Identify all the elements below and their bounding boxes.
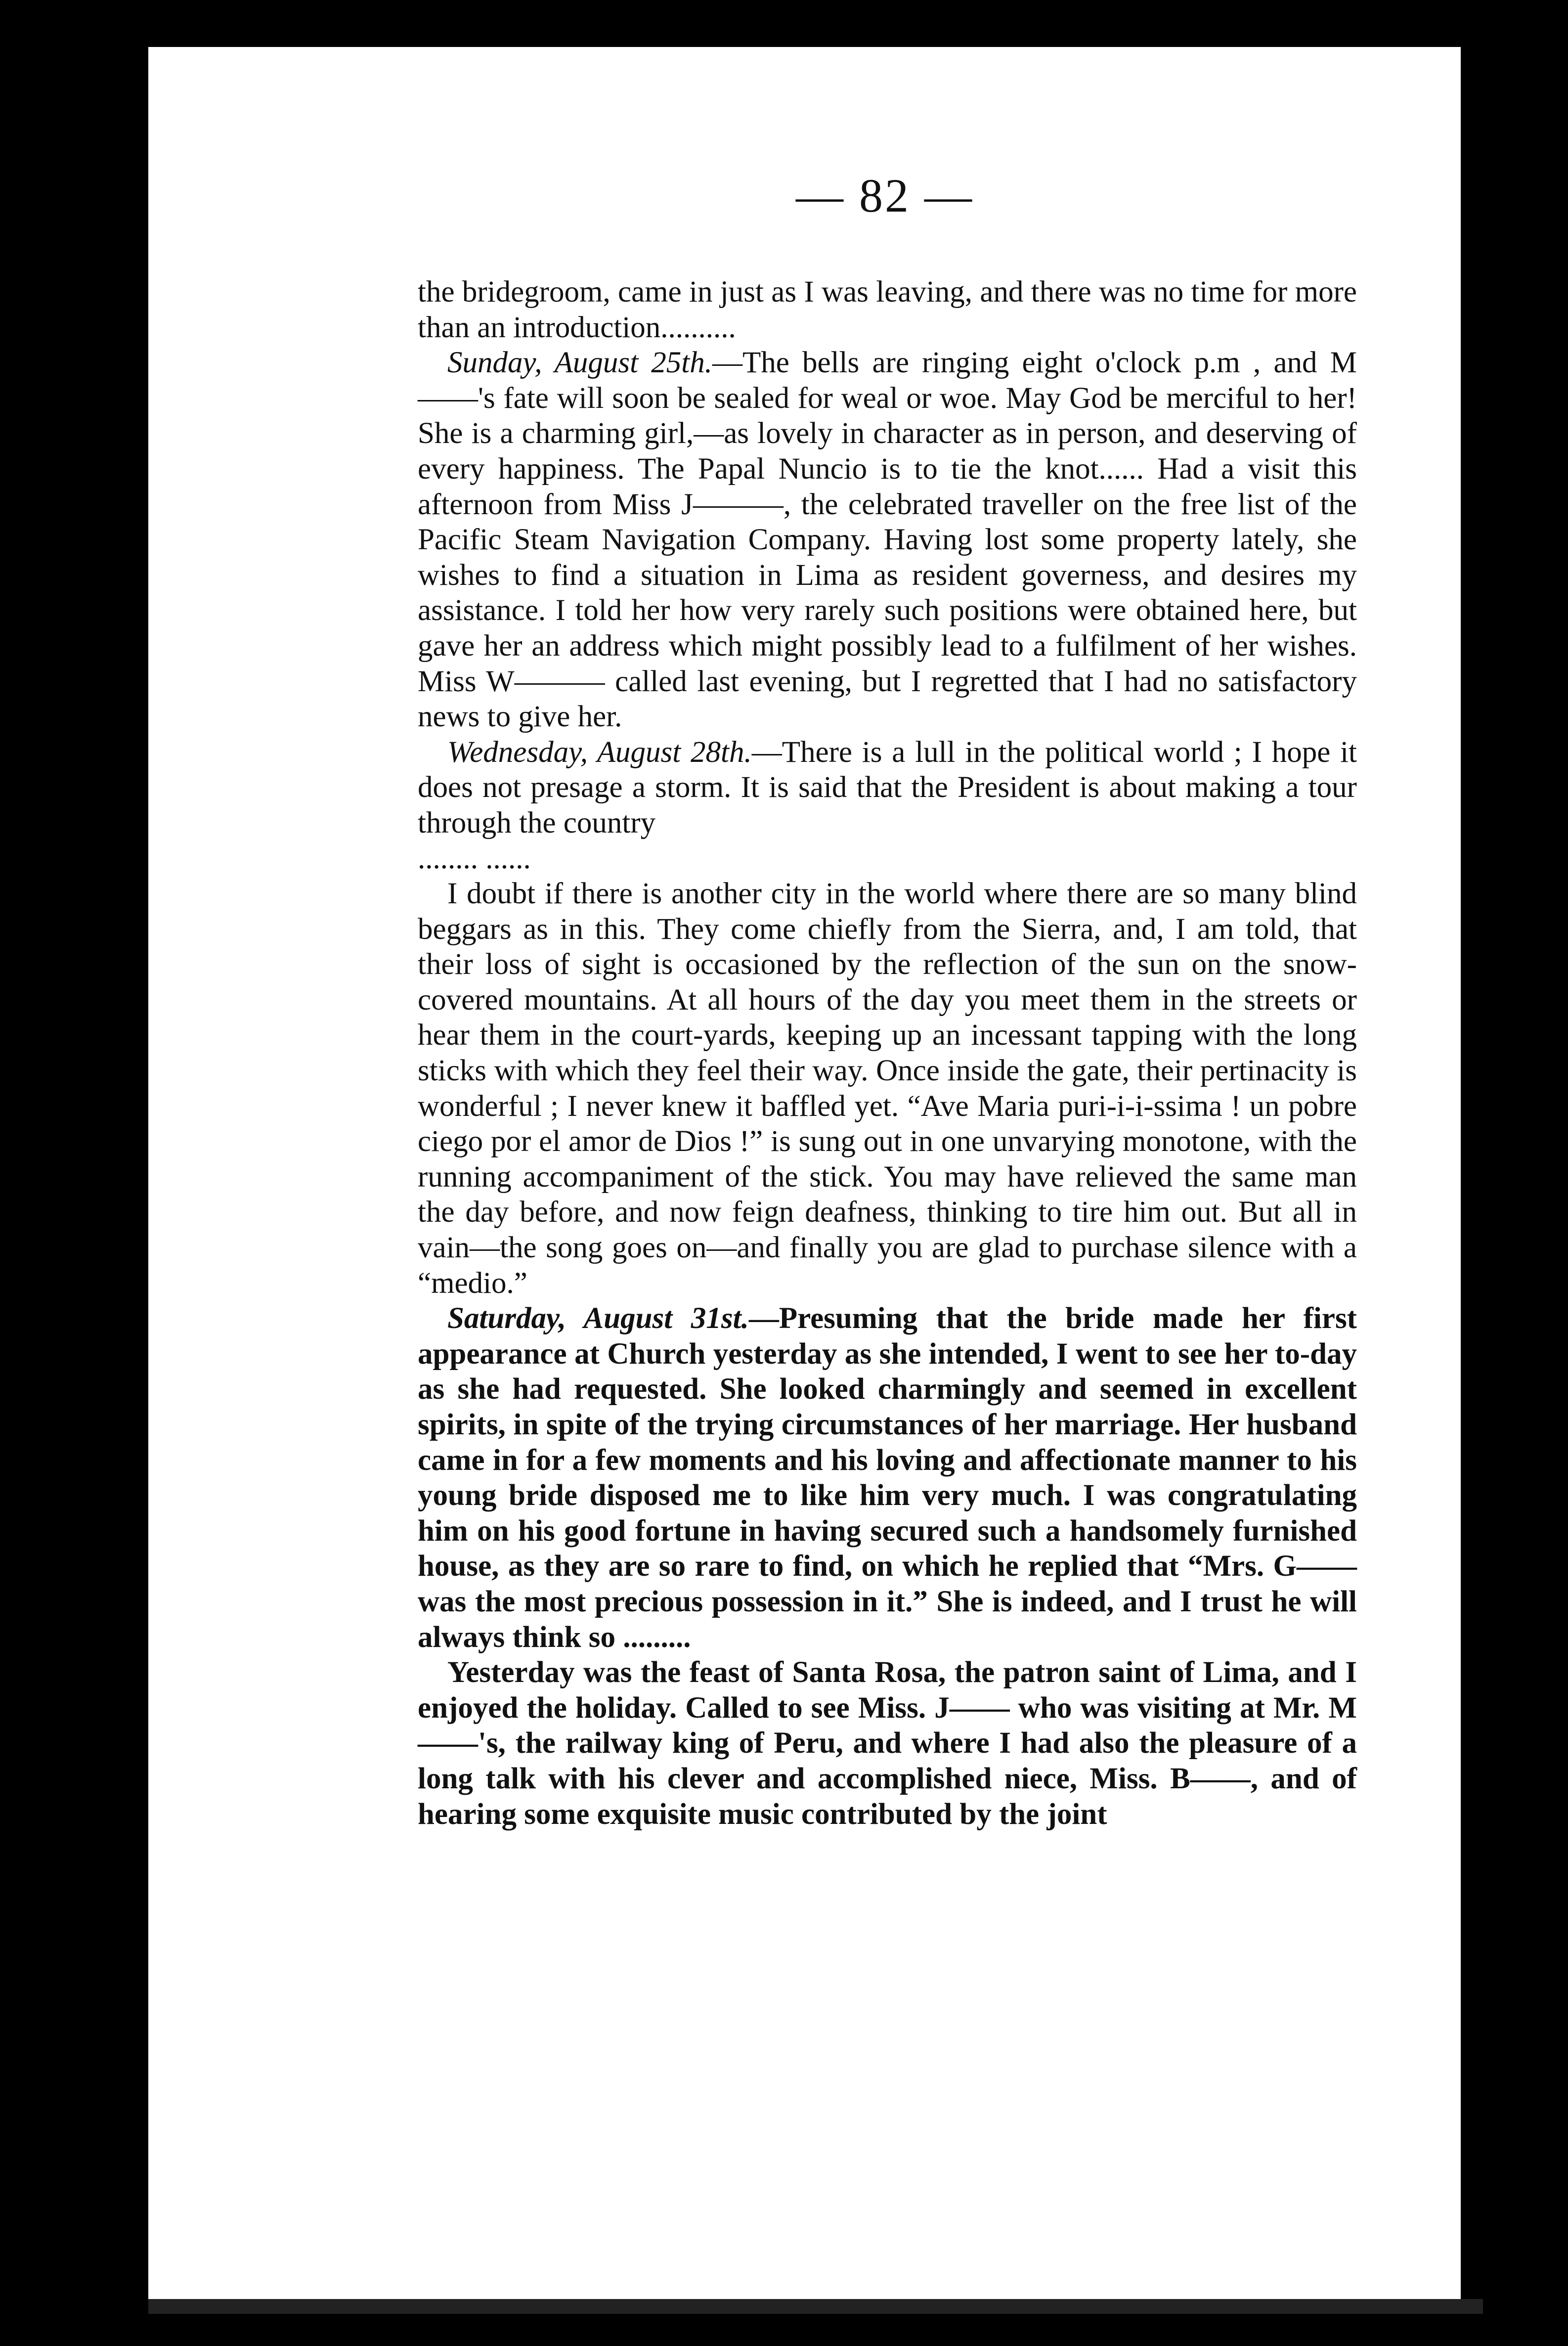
paragraph-3: Wednesday, August 28th.—There is a lull in the political world ; I hope it does not presage a storm. It is said that the President is about making a tour through the country (418, 735, 1357, 840)
ellipsis-line: ........ ...... (418, 841, 531, 875)
paragraph-6: Yesterday was the feast of Santa Rosa, the patron saint of Lima, and I enjoyed the holiday. Called to see Miss. J—— who was visiting at Mr. M——'s, the railway king of Peru, and where I had also the pleasure of a long talk with his clever and accomplished niece, Miss. B——, and of hearing some exquisite music contributed by the joint (418, 1656, 1357, 1831)
paragraph-5: Saturday, August 31st.—Presuming that the bride made her first appearance at Church yesterday as she intended, I went to see her to-day as she had requested. She looked charmingly and seemed in excellent spirits, in spite of the trying circumstances of her marriage. Her husband came in for a few moments and his loving and affectionate manner to his young bride disposed me to like him very much. I was congratulating him on his good fortune in having secured such a handsomely furnished house, as they are so rare to find, on which he replied that “Mrs. G—— was the most precious possession in it.” She is indeed, and I trust he will always think so ......... (418, 1302, 1357, 1654)
page-bottom-edge (148, 2299, 1483, 2314)
paragraph-2: Sunday, August 25th.—The bells are ringing eight o'clock p.m , and M——'s fate will soon be sealed for weal or woe. May God be merciful to her! She is a charming girl,—as lovely in character as in person, and deserving of every happiness. The Papal Nuncio is to tie the knot...... Had a visit this afternoon from Miss J———, the celebrated traveller on the free list of the Pacific Steam Navigation Company. Having lost some property lately, she wishes to find a situation in Lima as resident governess, and desires my assistance. I told her how very rarely such positions were obtained here, but gave her an address which might possibly lead to a fulfilment of her wishes. Miss W——— called last evening, but I regretted that I had no satisfactory news to give her. (418, 346, 1357, 734)
paragraph-1: the bridegroom, came in just as I was leaving, and there was no time for more than an introduction.......... (418, 275, 1357, 344)
page-edge-rule (1461, 47, 1470, 2311)
body-text (418, 274, 1357, 1832)
entry-date: Saturday, August 31st. (447, 1302, 749, 1335)
paragraph-4: I doubt if there is another city in the world where there are so many blind beggars as in this. They come chiefly from the Sierra, and, I am told, that their loss of sight is occasioned by the reflection of the sun on the snow-covered mountains. At all hours of the day you meet them in the streets or hear them in the court-yards, keeping up an incessant tapping with the long sticks with which they feel their way. Once inside the gate, their pertinacity is wonderful ; I never knew it baffled yet. “Ave Maria puri-i-i-ssima ! un pobre ciego por el amor de Dios !” is sung out in one unvarying monotone, with the running accompaniment of the stick. You may have relieved the same man the day before, and now feign deafness, thinking to tire him out. But all in vain—the song goes on—and finally you are glad to purchase silence with a “medio.” (418, 877, 1357, 1300)
page-number: — 82 — (796, 169, 974, 222)
entry-date: Sunday, August 25th. (447, 346, 712, 380)
page-edge-rule-outer (1478, 47, 1484, 2311)
entry-date: Wednesday, August 28th. (447, 735, 752, 769)
